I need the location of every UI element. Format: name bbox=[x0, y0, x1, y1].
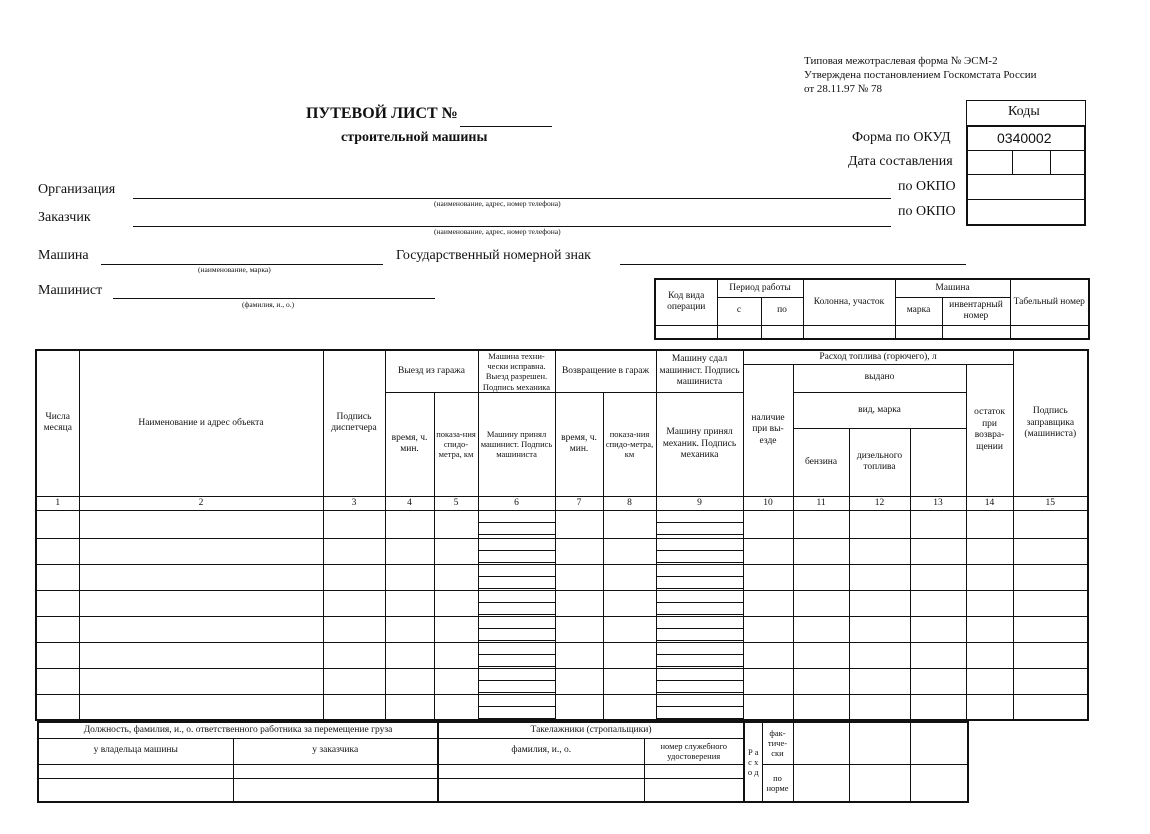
customer-resp-header: у заказчика bbox=[233, 738, 438, 764]
entry-cell-col-4[interactable] bbox=[385, 510, 434, 538]
sub-lines bbox=[657, 511, 743, 535]
sub-lines bbox=[479, 643, 555, 667]
entry-cell-col-6[interactable] bbox=[478, 616, 555, 642]
actual-other-cell[interactable] bbox=[910, 722, 968, 764]
sub-lines bbox=[479, 669, 555, 693]
okpo-label-customer: по ОКПО bbox=[898, 204, 956, 219]
sub-lines bbox=[657, 669, 743, 693]
entry-cell-col-7[interactable] bbox=[555, 642, 603, 668]
entry-cell-col-8[interactable] bbox=[603, 590, 656, 616]
norm-diesel-cell[interactable] bbox=[849, 764, 910, 802]
main-table bbox=[35, 349, 1089, 721]
entry-cell-col-15[interactable] bbox=[1013, 616, 1088, 642]
col-num: 10 bbox=[743, 496, 793, 510]
entry-cell-col-1[interactable] bbox=[36, 616, 79, 642]
entry-cell-col-2[interactable] bbox=[79, 616, 323, 642]
operations-table bbox=[654, 278, 1090, 340]
col9-bottom-header: Машину принял механик. Подпись механика bbox=[656, 392, 743, 496]
entry-cell-col-2[interactable] bbox=[79, 590, 323, 616]
entry-cell-col-5[interactable] bbox=[434, 510, 478, 538]
entry-cell-col-1[interactable] bbox=[36, 564, 79, 590]
document-subtitle: строительной машины bbox=[341, 130, 488, 145]
entry-cell-col-3[interactable] bbox=[323, 694, 385, 720]
entry-cell-col-8[interactable] bbox=[603, 538, 656, 564]
tab-number-header: Табельный номер bbox=[1010, 279, 1089, 325]
col-day-header: Числа месяца bbox=[36, 350, 79, 496]
operator-label: Машинист bbox=[38, 283, 103, 298]
entry-cell-col-2[interactable] bbox=[79, 538, 323, 564]
entry-cell-col-2[interactable] bbox=[79, 694, 323, 720]
entry-cell-col-7[interactable] bbox=[555, 510, 603, 538]
col-dispatcher-header: Подпись диспетчера bbox=[323, 350, 385, 496]
sub-lines bbox=[479, 539, 555, 563]
entry-cell-col-2[interactable] bbox=[79, 642, 323, 668]
entry-cell-col-9[interactable] bbox=[656, 564, 743, 590]
entry-cell-col-11[interactable] bbox=[793, 538, 849, 564]
owner-header: у владельца машины bbox=[38, 738, 233, 764]
col-num: 3 bbox=[323, 496, 385, 510]
entry-cell-col-4[interactable] bbox=[385, 668, 434, 694]
entry-cell-col-1[interactable] bbox=[36, 510, 79, 538]
col6-bottom-header: Машину принял машинист. Подпись машиниста bbox=[478, 392, 555, 496]
document-title: ПУТЕВОЙ ЛИСТ № bbox=[306, 105, 458, 122]
entry-row bbox=[36, 694, 1088, 720]
brand-cell[interactable] bbox=[895, 325, 942, 339]
remain-header: остаток при возвра-щении bbox=[966, 364, 1013, 496]
machine-label: Машина bbox=[38, 248, 89, 263]
column-cell[interactable] bbox=[803, 325, 895, 339]
customer-label: Заказчик bbox=[38, 210, 91, 225]
actual-diesel-cell[interactable] bbox=[849, 722, 910, 764]
entry-cell-col-13[interactable] bbox=[910, 616, 966, 642]
entry-cell-col-13[interactable] bbox=[910, 694, 966, 720]
entry-cell-col-15[interactable] bbox=[1013, 510, 1088, 538]
col-refueler-header: Подпись заправщика (машиниста) bbox=[1013, 350, 1088, 496]
entry-row bbox=[36, 510, 1088, 538]
column-numbers-row bbox=[36, 496, 1088, 510]
entry-cell-col-7[interactable] bbox=[555, 538, 603, 564]
entry-cell-col-15[interactable] bbox=[1013, 564, 1088, 590]
entry-cell-col-15[interactable] bbox=[1013, 590, 1088, 616]
entry-cell-col-14[interactable] bbox=[966, 590, 1013, 616]
sub-lines bbox=[657, 695, 743, 719]
consumption-table bbox=[743, 721, 969, 803]
rigger-cert-cell[interactable] bbox=[644, 764, 744, 778]
entry-row bbox=[36, 538, 1088, 564]
entry-cell-col-9[interactable] bbox=[656, 590, 743, 616]
rigger-name-header: фамилия, и., о. bbox=[438, 738, 644, 764]
col9-top-header: Машину сдал машинист. Подпись машиниста bbox=[656, 350, 743, 392]
entry-cell-col-3[interactable] bbox=[323, 616, 385, 642]
entry-cell-col-9[interactable] bbox=[656, 694, 743, 720]
entry-cell-col-3[interactable] bbox=[323, 642, 385, 668]
entry-cell-col-13[interactable] bbox=[910, 590, 966, 616]
entry-cell-col-3[interactable] bbox=[323, 564, 385, 590]
sub-lines bbox=[479, 511, 555, 535]
entry-cell-col-11[interactable] bbox=[793, 668, 849, 694]
entry-cell-col-12[interactable] bbox=[849, 694, 910, 720]
okud-label: Форма по ОКУД bbox=[852, 130, 951, 145]
entry-cell-col-14[interactable] bbox=[966, 510, 1013, 538]
entry-cell-col-5[interactable] bbox=[434, 616, 478, 642]
entry-cell-col-11[interactable] bbox=[793, 694, 849, 720]
entry-cell-col-8[interactable] bbox=[603, 694, 656, 720]
rigger-name-cell[interactable] bbox=[438, 778, 644, 802]
col-num: 13 bbox=[910, 496, 966, 510]
entry-cell-col-10[interactable] bbox=[743, 668, 793, 694]
entry-cell-col-6[interactable] bbox=[478, 642, 555, 668]
petrol-header: бензина bbox=[793, 428, 849, 496]
entry-cell-col-8[interactable] bbox=[603, 668, 656, 694]
actual-petrol-cell[interactable] bbox=[793, 722, 849, 764]
col-num: 9 bbox=[656, 496, 743, 510]
exit-odometer-header: показа-ния спидо-метра, км bbox=[434, 392, 478, 496]
entry-cell-col-4[interactable] bbox=[385, 538, 434, 564]
sub-lines bbox=[479, 695, 555, 719]
entry-cell-col-4[interactable] bbox=[385, 694, 434, 720]
entry-cell-col-7[interactable] bbox=[555, 590, 603, 616]
owner-cell[interactable] bbox=[38, 764, 233, 778]
sub-lines bbox=[479, 565, 555, 589]
inventory-header: инвентарный номер bbox=[942, 297, 1010, 325]
column-header: Колонна, участок bbox=[803, 279, 895, 325]
form-reference-line3: от 28.11.97 № 78 bbox=[804, 83, 882, 95]
okpo-label-org: по ОКПО bbox=[898, 179, 956, 194]
entry-cell-col-12[interactable] bbox=[849, 538, 910, 564]
fuel-header: Расход топлива (горючего), л bbox=[743, 350, 1013, 364]
rigger-name-cell[interactable] bbox=[438, 764, 644, 778]
return-time-header: время, ч. мин. bbox=[555, 392, 603, 496]
entry-cell-col-2[interactable] bbox=[79, 668, 323, 694]
entry-row bbox=[36, 668, 1088, 694]
inventory-cell[interactable] bbox=[942, 325, 1010, 339]
norm-label: по норме bbox=[762, 764, 793, 802]
diesel-header: дизельного топлива bbox=[849, 428, 910, 496]
col6-top-header: Машина техни-чески исправна. Выезд разрешен. Подпись механика bbox=[478, 350, 555, 392]
sub-lines bbox=[657, 539, 743, 563]
entry-cell-col-12[interactable] bbox=[849, 590, 910, 616]
other-fuel-header bbox=[910, 428, 966, 496]
issued-header: выдано bbox=[793, 364, 966, 392]
customer-resp-cell[interactable] bbox=[233, 764, 438, 778]
entry-cell-col-5[interactable] bbox=[434, 590, 478, 616]
riggers-header: Такелажники (стропальщики) bbox=[438, 722, 744, 738]
entry-cell-col-8[interactable] bbox=[603, 616, 656, 642]
entry-cell-col-5[interactable] bbox=[434, 694, 478, 720]
entry-cell-col-9[interactable] bbox=[656, 510, 743, 538]
organization-label: Организация bbox=[38, 182, 116, 197]
col-object-header: Наименование и адрес объекта bbox=[79, 350, 323, 496]
entry-row bbox=[36, 564, 1088, 590]
entry-cell-col-6[interactable] bbox=[478, 668, 555, 694]
entry-cell-col-15[interactable] bbox=[1013, 642, 1088, 668]
op-code-header: Код вида операции bbox=[655, 279, 717, 325]
plate-field[interactable] bbox=[620, 264, 966, 265]
col-num: 15 bbox=[1013, 496, 1088, 510]
entry-cell-col-8[interactable] bbox=[603, 564, 656, 590]
entry-cell-col-1[interactable] bbox=[36, 590, 79, 616]
entry-cell-col-12[interactable] bbox=[849, 668, 910, 694]
exit-garage-header: Выезд из гаража bbox=[385, 350, 478, 392]
entry-cell-col-5[interactable] bbox=[434, 564, 478, 590]
entry-cell-col-10[interactable] bbox=[743, 538, 793, 564]
entry-row bbox=[36, 642, 1088, 668]
riggers-table bbox=[437, 721, 745, 803]
norm-petrol-cell[interactable] bbox=[793, 764, 849, 802]
at-exit-header: наличие при вы-езде bbox=[743, 364, 793, 496]
entry-cell-col-11[interactable] bbox=[793, 510, 849, 538]
entry-cell-col-8[interactable] bbox=[603, 510, 656, 538]
entry-cell-col-10[interactable] bbox=[743, 510, 793, 538]
entry-cell-col-12[interactable] bbox=[849, 642, 910, 668]
entry-cell-col-15[interactable] bbox=[1013, 538, 1088, 564]
sub-lines bbox=[657, 591, 743, 615]
entry-cell-col-11[interactable] bbox=[793, 564, 849, 590]
op-code-cell[interactable] bbox=[655, 325, 717, 339]
entry-cell-col-6[interactable] bbox=[478, 510, 555, 538]
period-to-header: по bbox=[761, 297, 803, 325]
sub-lines bbox=[657, 643, 743, 667]
tab-number-cell[interactable] bbox=[1010, 325, 1089, 339]
entry-cell-col-14[interactable] bbox=[966, 538, 1013, 564]
entry-cell-col-10[interactable] bbox=[743, 616, 793, 642]
entry-cell-col-6[interactable] bbox=[478, 694, 555, 720]
col-num: 7 bbox=[555, 496, 603, 510]
entry-cell-col-13[interactable] bbox=[910, 538, 966, 564]
period-to-cell[interactable] bbox=[761, 325, 803, 339]
entry-cell-col-4[interactable] bbox=[385, 590, 434, 616]
entry-cell-col-6[interactable] bbox=[478, 564, 555, 590]
sub-lines bbox=[657, 617, 743, 641]
entry-row bbox=[36, 590, 1088, 616]
col-num: 6 bbox=[478, 496, 555, 510]
entry-cell-col-9[interactable] bbox=[656, 668, 743, 694]
codes-header: Коды bbox=[1008, 104, 1040, 119]
col-num: 12 bbox=[849, 496, 910, 510]
entry-cell-col-14[interactable] bbox=[966, 642, 1013, 668]
entry-cell-col-13[interactable] bbox=[910, 642, 966, 668]
entry-cell-col-11[interactable] bbox=[793, 616, 849, 642]
entry-cell-col-10[interactable] bbox=[743, 642, 793, 668]
responsible-header: Должность, фамилия, и., о. ответственного работника за перемещение груза bbox=[38, 722, 438, 738]
entry-cell-col-3[interactable] bbox=[323, 538, 385, 564]
entry-cell-col-4[interactable] bbox=[385, 616, 434, 642]
entry-cell-col-9[interactable] bbox=[656, 538, 743, 564]
entry-cell-col-10[interactable] bbox=[743, 564, 793, 590]
col-num: 14 bbox=[966, 496, 1013, 510]
period-from-header: с bbox=[717, 297, 761, 325]
col-num: 4 bbox=[385, 496, 434, 510]
brand-header: марка bbox=[895, 297, 942, 325]
entry-cell-col-14[interactable] bbox=[966, 668, 1013, 694]
work-period-header: Период работы bbox=[717, 279, 803, 297]
col-num: 1 bbox=[36, 496, 79, 510]
entry-cell-col-12[interactable] bbox=[849, 616, 910, 642]
entry-cell-col-1[interactable] bbox=[36, 668, 79, 694]
responsible-table bbox=[37, 721, 439, 803]
actual-label: фак-тиче-ски bbox=[762, 722, 793, 764]
entry-cell-col-13[interactable] bbox=[910, 668, 966, 694]
organization-hint: (наименование, адрес, номер телефона) bbox=[434, 199, 561, 208]
entry-cell-col-15[interactable] bbox=[1013, 694, 1088, 720]
customer-hint: (наименование, адрес, номер телефона) bbox=[434, 227, 561, 236]
entry-cell-col-1[interactable] bbox=[36, 642, 79, 668]
entry-cell-col-6[interactable] bbox=[478, 538, 555, 564]
exit-time-header: время, ч. мин. bbox=[385, 392, 434, 496]
rigger-cert-cell[interactable] bbox=[644, 778, 744, 802]
entry-cell-col-5[interactable] bbox=[434, 642, 478, 668]
col-num: 8 bbox=[603, 496, 656, 510]
form-reference-line1: Типовая межотраслевая форма № ЭСМ-2 bbox=[804, 55, 998, 67]
entry-cell-col-2[interactable] bbox=[79, 510, 323, 538]
consumption-label: Р а с х о д bbox=[744, 722, 762, 802]
sub-lines bbox=[479, 591, 555, 615]
return-odometer-header: показа-ния спидо-метра, км bbox=[603, 392, 656, 496]
owner-cell[interactable] bbox=[38, 778, 233, 802]
col-num: 2 bbox=[79, 496, 323, 510]
entry-cell-col-4[interactable] bbox=[385, 642, 434, 668]
machine-header: Машина bbox=[895, 279, 1010, 297]
entry-cell-col-14[interactable] bbox=[966, 616, 1013, 642]
customer-resp-cell[interactable] bbox=[233, 778, 438, 802]
entry-cell-col-5[interactable] bbox=[434, 538, 478, 564]
entry-cell-col-9[interactable] bbox=[656, 616, 743, 642]
entry-cell-col-4[interactable] bbox=[385, 564, 434, 590]
entry-cell-col-13[interactable] bbox=[910, 510, 966, 538]
entry-cell-col-9[interactable] bbox=[656, 642, 743, 668]
form-reference-line2: Утверждена постановлением Госкомстата России bbox=[804, 69, 1037, 81]
date-label: Дата составления bbox=[848, 154, 953, 169]
machine-hint: (наименование, марка) bbox=[198, 265, 271, 274]
kind-header: вид, марка bbox=[793, 392, 966, 428]
entry-cell-col-12[interactable] bbox=[849, 510, 910, 538]
norm-other-cell[interactable] bbox=[910, 764, 968, 802]
entry-cell-col-7[interactable] bbox=[555, 616, 603, 642]
document-number-line[interactable] bbox=[460, 126, 552, 127]
entry-cell-col-14[interactable] bbox=[966, 694, 1013, 720]
okud-value: 0340002 bbox=[997, 130, 1052, 146]
entry-cell-col-1[interactable] bbox=[36, 538, 79, 564]
entry-cell-col-7[interactable] bbox=[555, 694, 603, 720]
entry-cell-col-1[interactable] bbox=[36, 694, 79, 720]
entry-cell-col-10[interactable] bbox=[743, 694, 793, 720]
sub-lines bbox=[657, 565, 743, 589]
col-num: 5 bbox=[434, 496, 478, 510]
entry-cell-col-15[interactable] bbox=[1013, 668, 1088, 694]
plate-label: Государственный номерной знак bbox=[396, 248, 591, 263]
entry-cell-col-11[interactable] bbox=[793, 642, 849, 668]
entry-cell-col-6[interactable] bbox=[478, 590, 555, 616]
entry-cell-col-3[interactable] bbox=[323, 590, 385, 616]
entry-cell-col-7[interactable] bbox=[555, 668, 603, 694]
return-garage-header: Возвращение в гараж bbox=[555, 350, 656, 392]
entry-cell-col-10[interactable] bbox=[743, 590, 793, 616]
operator-hint: (фамилия, и., о.) bbox=[242, 300, 295, 309]
entry-row bbox=[36, 616, 1088, 642]
entry-cell-col-3[interactable] bbox=[323, 668, 385, 694]
operator-field[interactable] bbox=[113, 298, 435, 299]
rigger-cert-header: номер служебного удостоверения bbox=[644, 738, 744, 764]
entry-cell-col-13[interactable] bbox=[910, 564, 966, 590]
entry-cell-col-2[interactable] bbox=[79, 564, 323, 590]
entry-cell-col-5[interactable] bbox=[434, 668, 478, 694]
period-from-cell[interactable] bbox=[717, 325, 761, 339]
entry-cell-col-3[interactable] bbox=[323, 510, 385, 538]
entry-cell-col-14[interactable] bbox=[966, 564, 1013, 590]
sub-lines bbox=[479, 617, 555, 641]
col-num: 11 bbox=[793, 496, 849, 510]
entry-cell-col-8[interactable] bbox=[603, 642, 656, 668]
entry-cell-col-7[interactable] bbox=[555, 564, 603, 590]
entry-cell-col-11[interactable] bbox=[793, 590, 849, 616]
entry-cell-col-12[interactable] bbox=[849, 564, 910, 590]
